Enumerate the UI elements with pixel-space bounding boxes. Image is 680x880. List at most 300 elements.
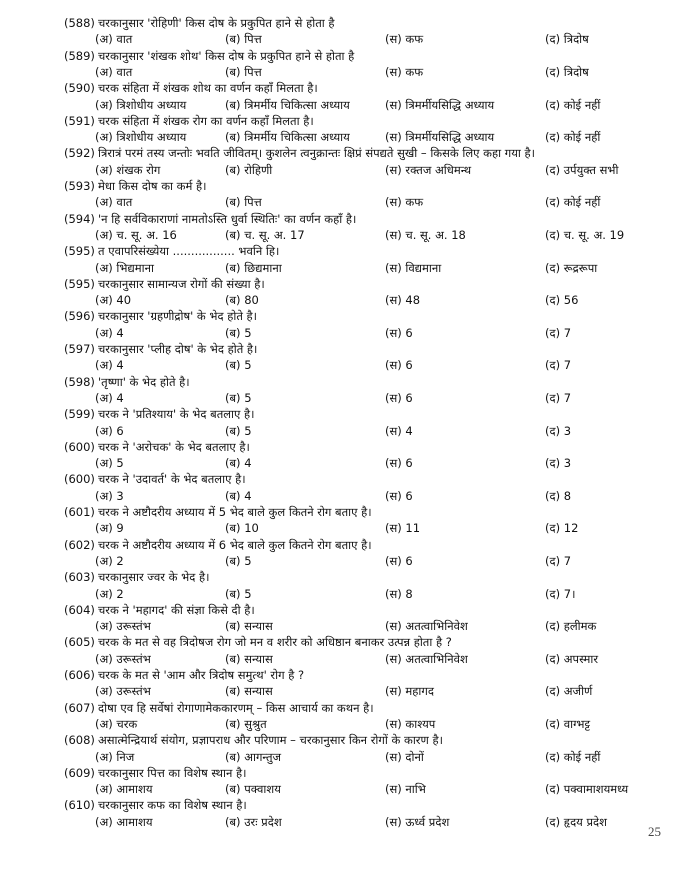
question [0, 243, 680, 259]
option-label: (द) [545, 716, 561, 731]
question-text: चरकानुसार 'शंखक शोथ' किस दोष के प्रकुपित हाने से होता है [98, 48, 355, 63]
question-text: त्रिरात्रं परमं तस्य जन्तोः भवति जीवितम्। कुशलेन त्वनुक्रान्तः क्षिप्रं संपद्यते सुखी – किसके लिए कहा गया है। [98, 146, 535, 161]
option-label: (स) [385, 553, 402, 568]
option-text: उर्पयुक्त सभी [563, 162, 619, 177]
question-number: (609) [64, 765, 95, 780]
question-number: (602) [64, 537, 95, 552]
option-text: उरूस्तंभ [116, 651, 151, 666]
question [0, 797, 680, 813]
option-text: कफ [405, 195, 424, 210]
answer-option [385, 194, 423, 210]
answer-option [385, 97, 494, 113]
question [0, 765, 680, 781]
question-text: चरकानुसार पित्त का विशेष स्थान है। [98, 765, 247, 780]
question-number: (603) [64, 570, 95, 585]
question [0, 308, 680, 324]
option-label: (द) [545, 553, 561, 568]
question-text: चरक संहिता में शंखक रोग का वर्णन कहाँ मिलता है। [98, 113, 314, 128]
options-row [0, 325, 680, 341]
question-text: चरकानुसार 'रोहिणी' किस दोष के प्रकुपित हाने से होता है [98, 16, 335, 30]
option-text: 7 [563, 358, 572, 373]
options-row [0, 716, 680, 732]
option-text: रूद्ररूपा [563, 260, 598, 275]
answer-option [225, 64, 262, 80]
answer-option [385, 781, 426, 797]
option-label: (ब) [225, 358, 241, 373]
option-label: (स) [385, 456, 402, 471]
option-label: (स) [385, 293, 402, 308]
answer-option [225, 618, 273, 634]
question-text: चरक संहिता में शंखक शोथ का वर्णन कहाँ मिलता है। [98, 81, 318, 96]
answer-option [95, 129, 186, 145]
answer-option [225, 260, 282, 276]
answer-option [95, 357, 124, 373]
option-text: च. सू. अ. 19 [563, 227, 625, 242]
answer-option [385, 586, 413, 602]
options-row [0, 97, 680, 113]
answer-option [385, 390, 413, 406]
option-label: (स) [385, 390, 402, 405]
question-number: (610) [64, 798, 95, 813]
option-text: त्रिमर्मीयसिद्धि अध्याय [405, 130, 495, 145]
option-label: (द) [545, 32, 561, 47]
answer-option [385, 814, 449, 830]
answer-option [225, 488, 252, 504]
answer-option [95, 618, 151, 634]
option-text: 3 [563, 423, 572, 438]
option-label: (ब) [225, 521, 241, 536]
question-text: चरकानुसार 'ग्रहणीद्रोष' के भेद होते है। [98, 309, 257, 324]
option-label: (ब) [225, 586, 241, 601]
option-label: (स) [385, 749, 402, 764]
question-number: (606) [64, 668, 95, 682]
option-text: वात [116, 195, 133, 210]
answer-option [225, 129, 350, 145]
question [0, 406, 680, 422]
question [0, 667, 680, 683]
option-label: (ब) [225, 390, 241, 405]
options-row [0, 423, 680, 439]
option-label: (अ) [95, 64, 113, 79]
option-text: 5 [244, 423, 252, 438]
options-row [0, 31, 680, 47]
option-label: (अ) [95, 456, 113, 471]
answer-option [385, 325, 413, 341]
answer-option [95, 162, 160, 178]
answer-option [545, 716, 590, 732]
question-number: (589) [64, 48, 95, 63]
option-text: पित्त [244, 64, 262, 79]
question-text: चरक ने अष्टौदरीय अध्याय में 6 भेद बाले कुल कितने रोग बताए है। [98, 537, 372, 552]
option-label: (स) [385, 325, 402, 340]
options-row [0, 814, 680, 830]
question-number: (593) [64, 179, 95, 193]
option-text: 5 [244, 553, 252, 568]
answer-option [95, 260, 154, 276]
option-label: (द) [545, 586, 561, 601]
option-text: कोई नहीं [563, 130, 601, 145]
options-row [0, 194, 680, 210]
options-row [0, 586, 680, 602]
option-text: सन्यास [244, 619, 273, 634]
question [0, 569, 680, 585]
option-label: (अ) [95, 488, 113, 503]
answer-option [385, 749, 424, 765]
answer-option [225, 455, 252, 471]
option-label: (द) [545, 325, 561, 340]
answer-option [225, 651, 273, 667]
option-text: दोनों [405, 749, 424, 764]
option-label: (अ) [95, 716, 113, 731]
options-row [0, 129, 680, 145]
option-label: (अ) [95, 130, 113, 145]
answer-option [95, 194, 132, 210]
answer-option [385, 423, 413, 439]
answer-option [225, 357, 252, 373]
option-text: उरूस्तंभ [116, 619, 151, 634]
option-label: (ब) [225, 684, 241, 699]
options-row [0, 749, 680, 765]
option-label: (स) [385, 358, 402, 373]
option-text: 6 [405, 488, 413, 503]
question [0, 211, 680, 227]
option-text: त्रिदोष [563, 64, 589, 79]
answer-option [95, 683, 151, 699]
question-number: (608) [64, 733, 95, 748]
question-text: असात्मेन्द्रियार्थ संयोग, प्रज्ञापराध और परिणाम – चरकानुसार किन रोगों के कारण है। [98, 733, 443, 748]
option-label: (अ) [95, 521, 113, 536]
question [0, 276, 680, 292]
option-label: (ब) [225, 456, 241, 471]
answer-option [545, 292, 578, 308]
option-label: (द) [545, 651, 561, 666]
option-text: 6 [405, 553, 413, 568]
option-label: (स) [385, 521, 402, 536]
answer-option [95, 553, 124, 569]
option-label: (द) [545, 619, 561, 634]
option-text: उरूस्तंभ [116, 684, 151, 699]
option-label: (द) [545, 227, 561, 242]
answer-option [225, 781, 281, 797]
option-text: सन्यास [244, 651, 273, 666]
option-text: च. सू. अ. 18 [405, 227, 466, 242]
answer-option [545, 162, 618, 178]
answer-option [385, 683, 434, 699]
question [0, 700, 680, 716]
question-text: दोषा एव हि सर्वेषां रोगाणामेककारणम् – किस आचार्य का कथन है। [98, 700, 374, 715]
option-text: 4 [116, 325, 124, 340]
option-label: (ब) [225, 749, 241, 764]
question [0, 439, 680, 455]
option-text: 4 [116, 358, 124, 373]
option-text: त्रिशोधीय अध्याय [116, 130, 187, 145]
option-text: 2 [116, 553, 124, 568]
answer-option [225, 423, 252, 439]
answer-option [95, 31, 132, 47]
option-text: 2 [116, 586, 124, 601]
options-row [0, 162, 680, 178]
answer-option [385, 31, 423, 47]
option-label: (अ) [95, 32, 113, 47]
question [0, 113, 680, 129]
option-text: रोहिणी [244, 162, 273, 177]
option-text: आमाशय [116, 782, 153, 797]
answer-option [95, 716, 137, 732]
option-text: पक्वाशय [244, 782, 281, 797]
answer-option [225, 716, 267, 732]
answer-option [95, 325, 124, 341]
question-text: चरकानुसार सामान्यज रोगों की संख्या है। [98, 276, 265, 291]
option-text: 4 [116, 390, 124, 405]
option-label: (द) [545, 64, 561, 79]
option-text: 6 [405, 358, 413, 373]
option-text: पित्त [244, 195, 262, 210]
answer-option [385, 64, 423, 80]
option-text: 11 [405, 521, 421, 536]
option-label: (द) [545, 782, 561, 797]
answer-option [545, 97, 600, 113]
option-label: (स) [385, 651, 402, 666]
answer-option [95, 64, 132, 80]
option-text: रक्तज अधिमन्थ [405, 162, 472, 177]
option-label: (ब) [225, 423, 241, 438]
option-label: (ब) [225, 619, 241, 634]
option-text: शंखक रोग [116, 162, 161, 177]
question-text: त एवापरिसंख्येया ................. भवनि हि। [98, 244, 280, 259]
answer-option [95, 586, 124, 602]
option-text: हृदय प्रदेश [563, 814, 607, 829]
answer-option [385, 520, 420, 536]
option-text: 9 [116, 521, 124, 536]
question-text: चरक ने अष्टौदरीय अध्याय में 5 भेद बाले कुल कितने रोग बताए है। [98, 505, 372, 519]
option-text: त्रिमर्मीय चिकित्सा अध्याय [244, 97, 350, 112]
question-text: चरकानुसार 'प्लीह दोष' के भेद होते है। [98, 342, 258, 356]
question [0, 602, 680, 618]
option-label: (अ) [95, 227, 113, 242]
options-row [0, 260, 680, 276]
options-row [0, 618, 680, 634]
option-text: त्रिमर्मीयसिद्धि अध्याय [405, 97, 495, 112]
option-label: (द) [545, 293, 561, 308]
option-text: 3 [116, 488, 124, 503]
option-label: (द) [545, 749, 561, 764]
option-text: आमाशय [116, 814, 153, 829]
option-label: (अ) [95, 325, 113, 340]
option-label: (द) [545, 488, 561, 503]
option-label: (अ) [95, 619, 113, 634]
question-text: चरक के मत से 'आम और त्रिदोष समुत्थ' रोग है ? [98, 668, 305, 682]
question-number: (596) [64, 309, 95, 324]
option-label: (ब) [225, 782, 241, 797]
answer-option [385, 357, 413, 373]
options-row [0, 227, 680, 243]
option-text: त्रिमर्मीय चिकित्सा अध्याय [244, 130, 350, 145]
option-text: कोई नहीं [563, 195, 601, 210]
option-label: (अ) [95, 782, 113, 797]
question-text: चरक ने 'महागद' की संज्ञा किसे दी है। [98, 602, 255, 617]
option-text: भिद्यमाना [116, 260, 154, 275]
option-label: (द) [545, 260, 561, 275]
answer-option [225, 227, 305, 243]
answer-option [225, 749, 281, 765]
option-text: हलीमक [563, 619, 597, 634]
answer-option [545, 455, 571, 471]
answer-option [225, 814, 282, 830]
option-text: 7 [563, 325, 572, 340]
answer-option [545, 814, 607, 830]
option-text: 80 [244, 293, 259, 308]
option-label: (स) [385, 97, 402, 112]
option-label: (स) [385, 586, 402, 601]
option-label: (अ) [95, 358, 113, 373]
option-label: (ब) [225, 488, 241, 503]
option-label: (द) [545, 358, 561, 373]
question-number: (597) [64, 342, 95, 356]
answer-option [545, 488, 571, 504]
option-label: (अ) [95, 684, 113, 699]
question-number: (595) [64, 276, 95, 291]
question-number: (600) [64, 439, 95, 454]
question-text: चरक ने 'उदावर्त' के भेद बतलाए है। [98, 472, 246, 487]
answer-option [545, 586, 575, 602]
option-text: नाभि [405, 782, 426, 797]
answer-option [545, 749, 600, 765]
answer-option [545, 390, 571, 406]
question-text: चरकानुसार ज्वर के भेद है। [98, 570, 210, 585]
question [0, 178, 680, 194]
option-text: त्रिदोष [563, 32, 589, 47]
option-label: (स) [385, 619, 402, 634]
question [0, 471, 680, 487]
option-text: 6 [405, 456, 413, 471]
answer-option [225, 97, 350, 113]
answer-option [545, 129, 600, 145]
option-text: सन्यास [244, 684, 273, 699]
option-label: (द) [545, 456, 561, 471]
option-text: उरः प्रदेश [244, 814, 282, 829]
option-label: (स) [385, 716, 402, 731]
answer-option [225, 194, 262, 210]
question-number: (607) [64, 700, 95, 715]
question-number: (591) [64, 113, 95, 128]
option-label: (अ) [95, 423, 113, 438]
question-text: 'तृष्णा' के भेद होते है। [98, 374, 190, 389]
answer-option [545, 423, 571, 439]
option-label: (ब) [225, 814, 241, 829]
option-text: 6 [116, 423, 124, 438]
option-text: 12 [563, 521, 579, 536]
answer-option [545, 520, 578, 536]
question-text: चरकानुसार कफ का विशेष स्थान है। [98, 798, 247, 813]
answer-option [385, 618, 468, 634]
option-label: (द) [545, 195, 561, 210]
option-text: कोई नहीं [563, 97, 601, 112]
option-text: च. सू. अ. 17 [244, 227, 305, 242]
options-row [0, 553, 680, 569]
option-label: (द) [545, 684, 561, 699]
answer-option [225, 292, 259, 308]
answer-option [545, 260, 597, 276]
answer-option [385, 260, 441, 276]
question-text: चरक के मत से वह त्रिदोषज रोग जो मन व शरीर को अधिष्ठान बनाकर उत्पन्न होता है ? [98, 635, 452, 650]
answer-option [95, 455, 124, 471]
option-text: कफ [405, 32, 424, 47]
answer-option [385, 488, 413, 504]
option-label: (द) [545, 390, 561, 405]
question [0, 732, 680, 748]
answer-option [95, 488, 124, 504]
question-number: (594) [64, 211, 95, 226]
option-label: (अ) [95, 651, 113, 666]
option-label: (स) [385, 814, 402, 829]
option-label: (द) [545, 97, 561, 112]
answer-option [545, 325, 571, 341]
question [0, 504, 680, 520]
answer-option [95, 390, 124, 406]
option-label: (ब) [225, 325, 241, 340]
answer-option [385, 716, 435, 732]
question [0, 537, 680, 553]
question-number: (590) [64, 81, 95, 96]
option-label: (ब) [225, 64, 241, 79]
answer-option [385, 553, 413, 569]
option-text: 6 [405, 390, 413, 405]
question [0, 15, 680, 31]
option-text: 5 [244, 390, 252, 405]
answer-option [225, 586, 252, 602]
answer-option [545, 194, 600, 210]
option-label: (स) [385, 130, 402, 145]
options-row [0, 781, 680, 797]
option-label: (स) [385, 260, 402, 275]
question [0, 341, 680, 357]
answer-option [545, 64, 589, 80]
options-row [0, 683, 680, 699]
answer-option [545, 683, 592, 699]
option-label: (अ) [95, 195, 113, 210]
answer-option [225, 162, 272, 178]
option-text: 8 [405, 586, 413, 601]
answer-option [385, 227, 466, 243]
question-number: (601) [64, 505, 95, 519]
question [0, 48, 680, 64]
answer-option [385, 292, 420, 308]
options-row [0, 455, 680, 471]
option-label: (ब) [225, 195, 241, 210]
answer-option [225, 390, 252, 406]
option-label: (स) [385, 195, 402, 210]
question-number: (588) [64, 16, 95, 30]
option-label: (द) [545, 423, 561, 438]
option-text: 5 [116, 456, 124, 471]
option-label: (ब) [225, 32, 241, 47]
option-text: वात [116, 32, 133, 47]
answer-option [385, 651, 468, 667]
option-text: 5 [244, 586, 252, 601]
question-text: मेधा किस दोष का कर्म है। [98, 179, 207, 193]
question [0, 80, 680, 96]
answer-option [385, 455, 413, 471]
answer-option [545, 651, 598, 667]
answer-option [95, 97, 186, 113]
question-text: चरक ने 'अरोचक' के भेद बतलाए है। [98, 439, 250, 454]
option-label: (अ) [95, 390, 113, 405]
option-label: (स) [385, 227, 402, 242]
option-text: पक्वामाशयमध्य [563, 782, 629, 797]
option-label: (ब) [225, 716, 241, 731]
question [0, 145, 680, 161]
option-text: चरक [116, 716, 138, 731]
